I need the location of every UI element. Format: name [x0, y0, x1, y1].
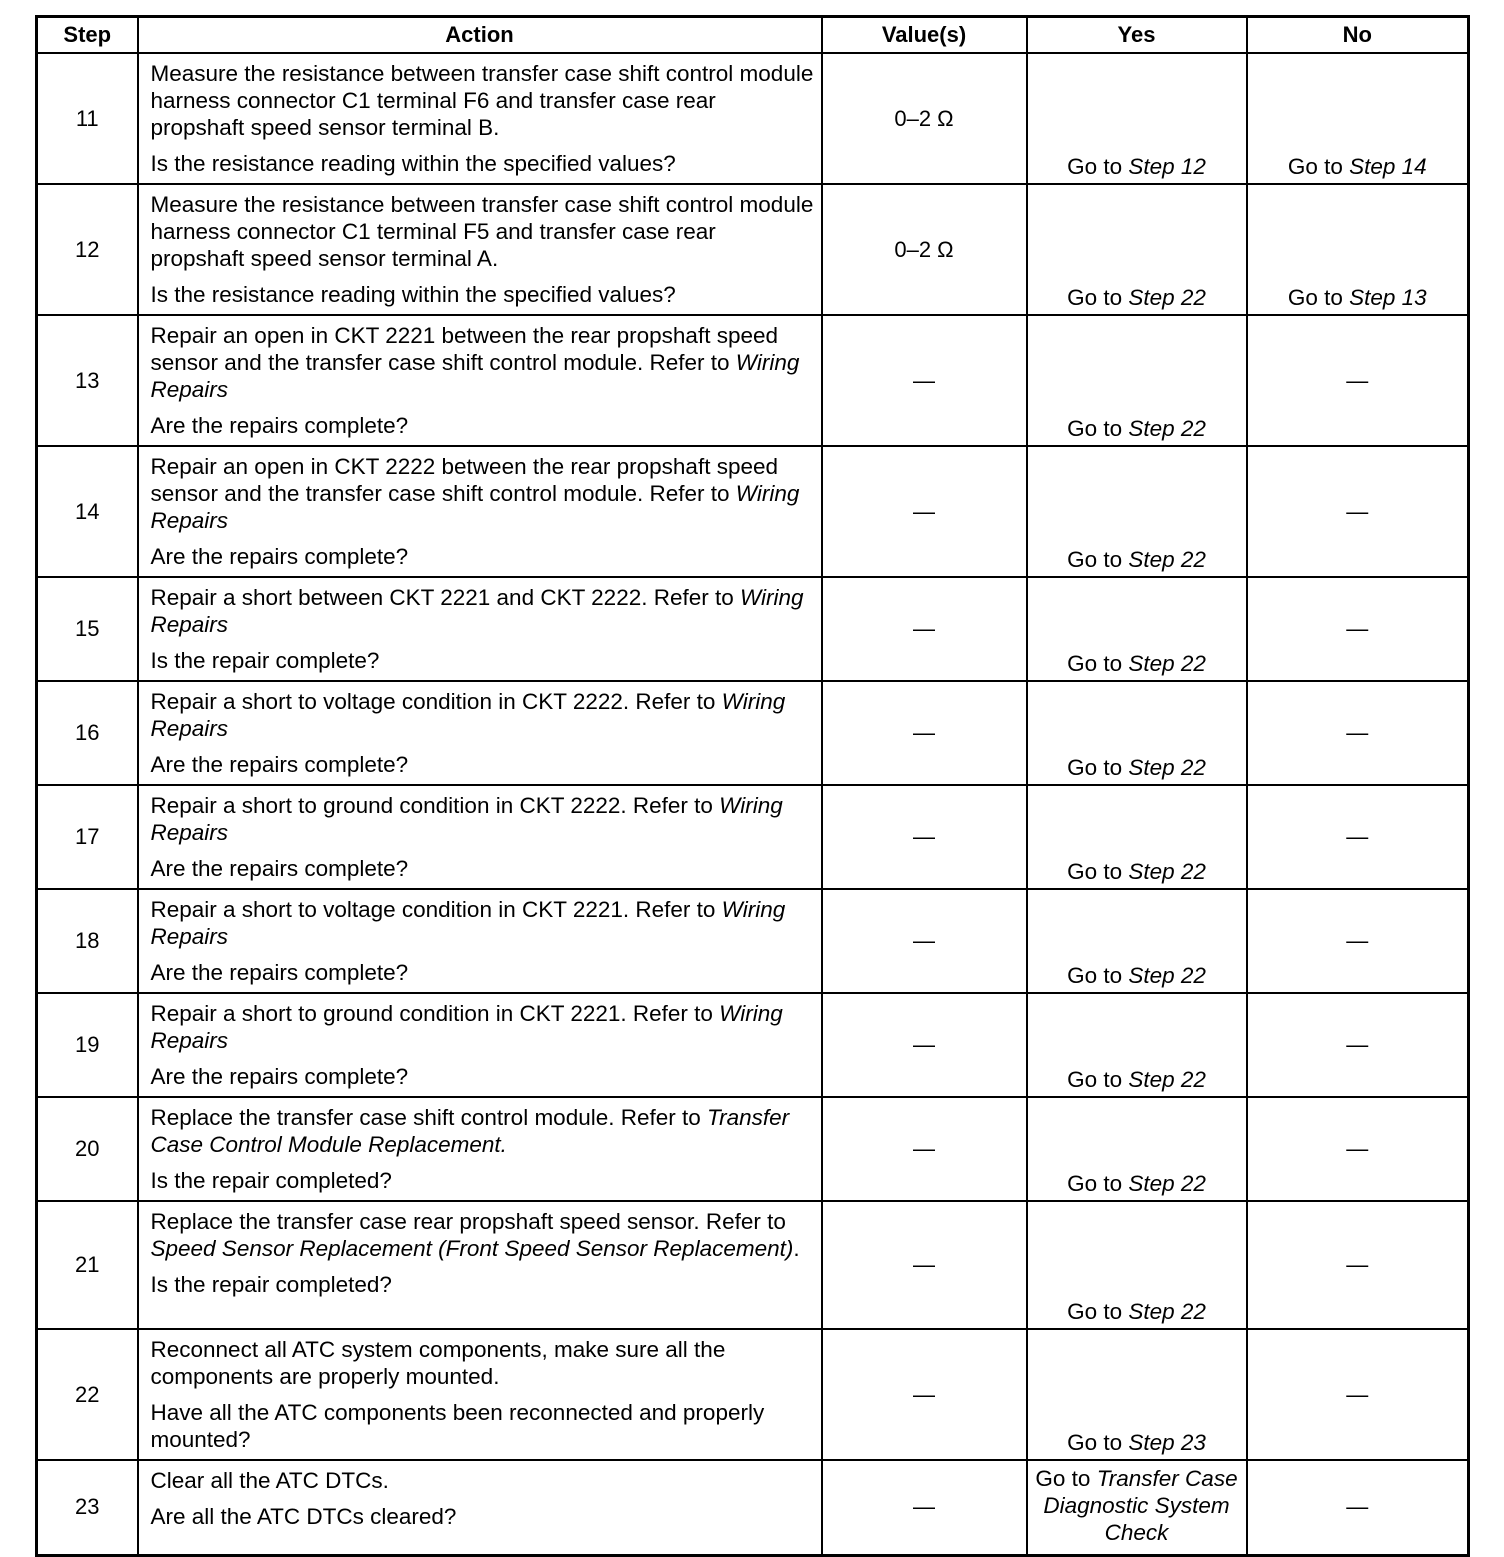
action-text: Repair a short between CKT 2221 and CKT 2222. Refer to — [150, 585, 741, 610]
table-header-row — [37, 17, 1469, 54]
action-cell — [138, 785, 822, 889]
yes-reference: Transfer Case Diagnostic System Check — [1043, 1466, 1238, 1546]
action-text: Repair a short to ground condition in CKT 2221. Refer to — [150, 1001, 720, 1026]
table-row — [37, 681, 1469, 785]
action-instruction — [151, 792, 815, 846]
action-instruction — [151, 1208, 815, 1262]
table-row — [37, 1097, 1469, 1201]
action-question: Are all the ATC DTCs cleared? — [150, 1504, 457, 1529]
action-text: . — [793, 1236, 800, 1261]
no-cell — [1247, 1097, 1469, 1201]
action-reference: Transfer Case Control Module Replacement. — [150, 1105, 790, 1157]
action-instruction — [151, 60, 815, 141]
action-question: Are the repairs complete? — [150, 413, 409, 438]
no-cell — [1247, 577, 1469, 681]
yes-reference: Step 22 — [1128, 651, 1206, 676]
step-number: 18 — [37, 889, 138, 993]
yes-cell — [1027, 1329, 1247, 1460]
action-text: Repair a short to voltage condition in CKT 2221. Refer to — [150, 897, 722, 922]
step-number: 16 — [37, 681, 138, 785]
action-question: Is the repair completed? — [150, 1272, 392, 1297]
no-cell — [1247, 993, 1469, 1097]
no-cell — [1247, 1201, 1469, 1329]
yes-cell — [1027, 446, 1247, 577]
value-cell: 0–2 Ω — [822, 184, 1027, 315]
diagnostic-table — [35, 15, 1470, 1557]
step-number: 22 — [37, 1329, 138, 1460]
yes-cell — [1027, 889, 1247, 993]
yes-text: Go to — [1067, 285, 1129, 310]
no-text: — — [1346, 1032, 1369, 1057]
action-question: Are the repairs complete? — [150, 544, 409, 569]
action-cell — [138, 681, 822, 785]
value-cell: 0–2 Ω — [822, 53, 1027, 184]
yes-reference: Step 22 — [1128, 1067, 1206, 1092]
action-text: Replace the transfer case shift control module. Refer to — [150, 1105, 708, 1130]
action-reference: Wiring Repairs — [150, 481, 800, 533]
no-cell — [1247, 446, 1469, 577]
action-reference: Wiring Repairs — [150, 1001, 783, 1053]
yes-cell — [1027, 53, 1247, 184]
step-number: 13 — [37, 315, 138, 446]
no-cell — [1247, 785, 1469, 889]
yes-reference: Step 22 — [1128, 755, 1206, 780]
no-cell — [1247, 315, 1469, 446]
yes-cell — [1027, 577, 1247, 681]
action-cell — [138, 889, 822, 993]
yes-cell — [1027, 785, 1247, 889]
no-text: — — [1346, 367, 1369, 393]
yes-text: Go to — [1067, 859, 1129, 884]
no-cell — [1247, 1460, 1469, 1555]
action-question: Have all the ATC components been reconnected and properly mounted? — [150, 1400, 765, 1452]
action-question: Is the repair complete? — [150, 648, 380, 673]
yes-text: Go to — [1067, 1299, 1129, 1324]
value-cell: — — [822, 1460, 1027, 1555]
yes-cell — [1027, 1097, 1247, 1201]
step-number: 14 — [37, 446, 138, 577]
action-cell — [138, 577, 822, 681]
yes-cell — [1027, 993, 1247, 1097]
table-row — [37, 993, 1469, 1097]
action-instruction — [151, 191, 815, 272]
action-reference: Wiring Repairs — [150, 585, 804, 637]
table-row — [37, 315, 1469, 446]
action-instruction — [151, 688, 815, 742]
action-reference: Wiring Repairs — [150, 689, 786, 741]
step-number: 21 — [37, 1201, 138, 1329]
action-cell — [138, 53, 822, 184]
action-instruction — [151, 1000, 815, 1054]
no-reference: Step 13 — [1349, 285, 1427, 310]
yes-text: Go to — [1067, 963, 1129, 988]
yes-reference: Step 22 — [1128, 859, 1206, 884]
yes-cell — [1027, 681, 1247, 785]
yes-reference: Step 22 — [1128, 416, 1206, 441]
action-question: Is the repair completed? — [150, 1168, 392, 1193]
action-question: Is the resistance reading within the specified values? — [150, 151, 676, 176]
action-text: Repair an open in CKT 2221 between the rear propshaft speed sensor and the transfer case shift control module. Refer to — [150, 323, 779, 375]
yes-text: Go to — [1067, 1067, 1129, 1092]
action-text: Repair a short to ground condition in CKT 2222. Refer to — [150, 793, 720, 818]
action-instruction — [151, 1104, 815, 1158]
yes-text: Go to — [1067, 154, 1129, 179]
step-number: 20 — [37, 1097, 138, 1201]
yes-reference: Step 22 — [1128, 547, 1206, 572]
action-cell — [138, 993, 822, 1097]
yes-reference: Step 12 — [1128, 154, 1206, 179]
no-text: — — [1346, 1136, 1369, 1161]
table-row — [37, 184, 1469, 315]
no-cell — [1247, 1329, 1469, 1460]
no-reference: Step 14 — [1349, 154, 1427, 179]
action-cell — [138, 184, 822, 315]
yes-reference: Step 23 — [1128, 1430, 1206, 1455]
yes-text: Go to — [1067, 1430, 1129, 1455]
yes-cell — [1027, 1460, 1247, 1555]
action-text: Clear all the ATC DTCs. — [150, 1468, 389, 1493]
yes-cell — [1027, 184, 1247, 315]
action-reference: Wiring Repairs — [150, 897, 786, 949]
no-text: — — [1346, 616, 1369, 641]
no-cell — [1247, 184, 1469, 315]
action-text: Measure the resistance between transfer case shift control module harness connector C1 terminal F6 and transfer case rear propshaft speed sensor terminal B. — [150, 61, 814, 140]
action-cell — [138, 1329, 822, 1460]
yes-text: Go to — [1067, 755, 1129, 780]
action-instruction — [151, 322, 815, 403]
header-no: No — [1247, 17, 1469, 54]
value-cell: — — [822, 889, 1027, 993]
no-text: — — [1346, 824, 1369, 849]
action-question: Are the repairs complete? — [150, 1064, 409, 1089]
value-cell: — — [822, 785, 1027, 889]
header-action: Action — [138, 17, 822, 54]
no-cell — [1247, 889, 1469, 993]
table-row — [37, 1201, 1469, 1329]
header-values: Value(s) — [822, 17, 1027, 54]
no-text: Go to — [1287, 285, 1350, 310]
no-text: — — [1346, 720, 1369, 745]
action-cell — [138, 446, 822, 577]
action-question: Are the repairs complete? — [150, 752, 409, 777]
yes-reference: Step 22 — [1128, 1299, 1206, 1324]
yes-reference: Step 22 — [1128, 963, 1206, 988]
value-cell: — — [822, 681, 1027, 785]
action-instruction — [151, 453, 815, 534]
no-text: — — [1346, 928, 1369, 953]
action-instruction — [151, 1336, 815, 1390]
action-reference: Wiring Repairs — [150, 350, 800, 402]
action-question: Are the repairs complete? — [150, 960, 409, 985]
step-number: 15 — [37, 577, 138, 681]
no-text: — — [1346, 1252, 1369, 1277]
step-number: 11 — [37, 53, 138, 184]
table-row — [37, 889, 1469, 993]
action-instruction — [151, 896, 815, 950]
yes-text: Go to — [1067, 547, 1129, 572]
table-row — [37, 53, 1469, 184]
action-text: Replace the transfer case rear propshaft speed sensor. Refer to — [150, 1209, 786, 1234]
action-instruction — [151, 584, 815, 638]
table-row — [37, 785, 1469, 889]
no-text: — — [1346, 498, 1369, 524]
yes-cell — [1027, 315, 1247, 446]
step-number: 12 — [37, 184, 138, 315]
value-cell: — — [822, 577, 1027, 681]
action-cell — [138, 315, 822, 446]
yes-reference: Step 22 — [1128, 285, 1206, 310]
header-step: Step — [37, 17, 138, 54]
no-text: — — [1346, 1381, 1369, 1407]
value-cell: — — [822, 1201, 1027, 1329]
value-cell: — — [822, 1329, 1027, 1460]
yes-cell — [1027, 1201, 1247, 1329]
no-text: — — [1346, 1494, 1369, 1520]
value-cell: — — [822, 993, 1027, 1097]
value-cell: — — [822, 446, 1027, 577]
step-number: 23 — [37, 1460, 138, 1555]
yes-text: Go to — [1067, 1171, 1129, 1196]
no-cell — [1247, 681, 1469, 785]
action-question: Is the resistance reading within the specified values? — [150, 282, 676, 307]
step-number: 19 — [37, 993, 138, 1097]
step-number: 17 — [37, 785, 138, 889]
action-instruction — [151, 1467, 815, 1494]
action-text: Measure the resistance between transfer case shift control module harness connector C1 terminal F5 and transfer case rear propshaft speed sensor terminal A. — [150, 192, 814, 271]
action-cell — [138, 1201, 822, 1329]
yes-text: Go to — [1067, 651, 1129, 676]
value-cell: — — [822, 315, 1027, 446]
no-cell — [1247, 53, 1469, 184]
action-text: Repair an open in CKT 2222 between the rear propshaft speed sensor and the transfer case shift control module. Refer to — [150, 454, 779, 506]
action-cell — [138, 1460, 822, 1555]
table-row — [37, 1460, 1469, 1555]
no-text: Go to — [1287, 154, 1350, 179]
yes-text: Go to — [1035, 1466, 1097, 1492]
table-row — [37, 577, 1469, 681]
action-text: Repair a short to voltage condition in CKT 2222. Refer to — [150, 689, 722, 714]
action-reference: Speed Sensor Replacement (Front Speed Sensor Replacement) — [150, 1236, 794, 1261]
table-row — [37, 446, 1469, 577]
action-cell — [138, 1097, 822, 1201]
value-cell: — — [822, 1097, 1027, 1201]
yes-text: Go to — [1067, 416, 1129, 441]
action-reference: Wiring Repairs — [150, 793, 783, 845]
yes-reference: Step 22 — [1128, 1171, 1206, 1196]
header-yes: Yes — [1027, 17, 1247, 54]
action-text: Reconnect all ATC system components, make sure all the components are properly mounted. — [150, 1337, 726, 1389]
action-question: Are the repairs complete? — [150, 856, 409, 881]
table-row — [37, 1329, 1469, 1460]
